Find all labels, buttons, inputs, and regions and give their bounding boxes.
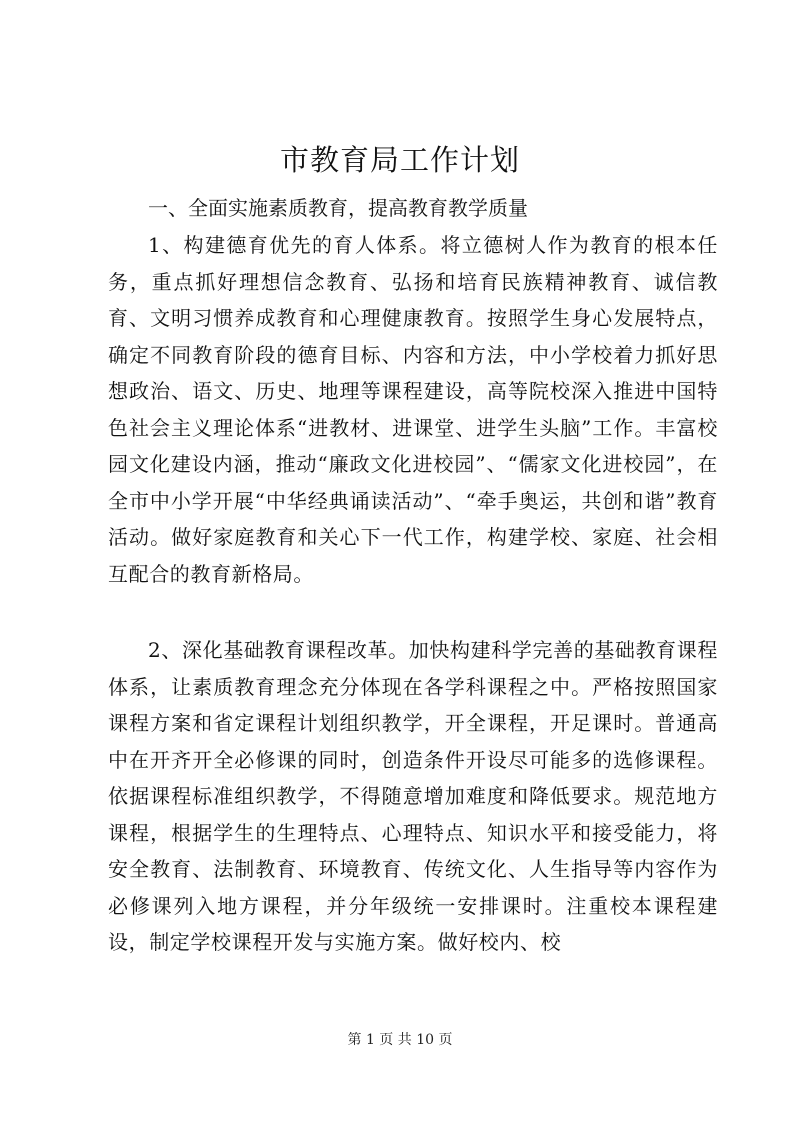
paragraph-curriculum-reform: 2、深化基础教育课程改革。加快构建科学完善的基础教育课程体系，让素质教育理念充分体现在各学科课程之中。严格按照国家课程方案和省定课程计划组织教学，开全课程，开足课时。普通高中在开齐开全必修课的同时，创造条件开设尽可能多的选修课程。依据课程标准组织教学，不得随意增加难度和降低要求。规范地方课程，根据学生的生理特点、心理特点、知识水平和接受能力，将安全教育、法制教育、环境教育、传统文化、人生指导等内容作为必修课列入地方课程，并分年级统一安排课时。注重校本课程建设，制定学校课程开发与实施方案。做好校内、校 — [108, 638, 718, 954]
page-number-label: 第 1 页 共 10 页 — [347, 1032, 453, 1048]
document-title: 市教育局工作计划 — [279, 143, 520, 177]
page-footer — [0, 1030, 800, 1050]
section-heading: 一、全面实施素质教育，提高教育教学质量 — [148, 196, 528, 220]
paragraph-moral-education: 1、构建德育优先的育人体系。将立德树人作为教育的根本任务，重点抓好理想信念教育、弘扬和培育民族精神教育、诚信教育、文明习惯养成教育和心理健康教育。按照学生身心发展特点，确定不同教育阶段的德育目标、内容和方法，中小学校着力抓好思想政治、语文、历史、地理等课程建设，高等院校深入推进中国特色社会主义理论体系“进教材、进课堂、进学生头脑”工作。丰富校园文化建设内涵，推动“廉政文化进校园”、“儒家文化进校园”，在全市中小学开展“中华经典诵读活动”、“牵手奥运，共创和谐”教育活动。做好家庭教育和关心下一代工作，构建学校、家庭、社会相互配合的教育新格局。 — [108, 233, 718, 586]
